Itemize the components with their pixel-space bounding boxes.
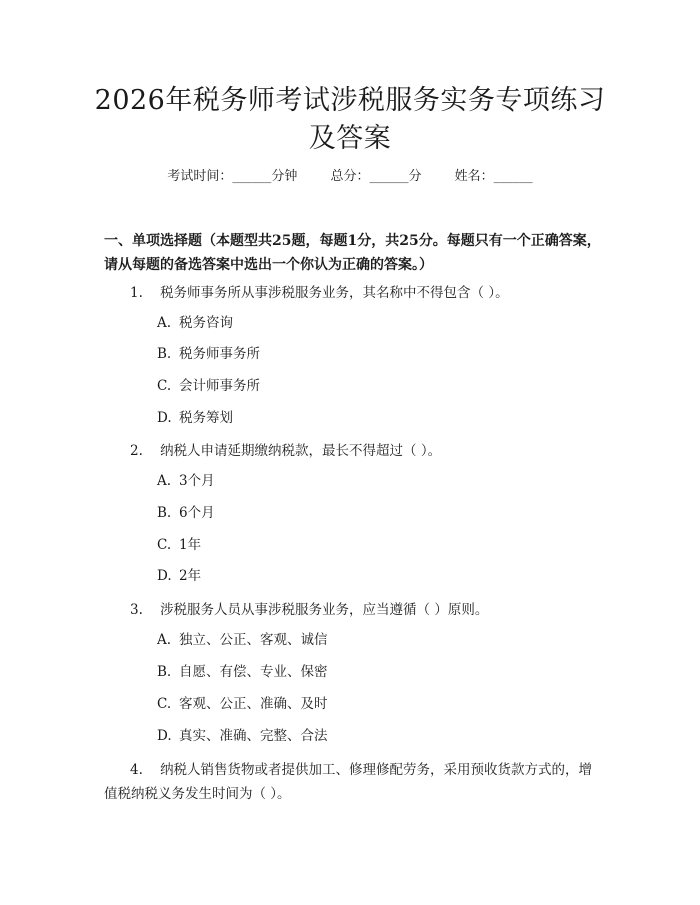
option-text: 税务咨询 [179,315,233,331]
question-text: 涉税服务人员从事涉税服务业务，应当遵循（ ）原则。 [160,602,489,618]
option-letter: B. [157,346,172,362]
option-2a [157,471,215,491]
question-1 [104,281,630,305]
option-1b [157,344,260,364]
exam-score-unit: 分 [408,169,422,184]
section-heading-single-choice: 一、单项选择题（本题型共25题，每题1分，共25分。每题只有一个正确答案，请从每题的备选答案中选出一个你认为正确的答案。） [104,233,601,273]
option-text: 税务筹划 [179,410,233,426]
exam-name-blank: ______ [493,169,533,184]
option-letter: B. [157,664,172,680]
option-letter: A. [157,473,172,489]
option-text: 2年 [179,568,202,584]
option-text: 真实、准确、完整、合法 [179,728,328,744]
option-letter: C. [157,378,172,394]
exam-name-label: 姓名： [454,169,494,184]
option-1c [157,376,260,396]
option-1a [157,313,233,333]
option-letter: D. [157,728,172,744]
question-3 [104,598,630,622]
option-3d [157,726,328,746]
question-number: 2. [130,443,143,459]
document-title: 2026年税务师考试涉税服务实务专项练习及答案 [94,85,606,154]
question-text: 税务师事务所从事涉税服务业务，其名称中不得包含（ ）。 [160,285,509,301]
question-number: 1. [130,285,143,301]
option-text: 客观、公正、准确、及时 [179,696,328,712]
option-2b [157,503,215,523]
option-letter: D. [157,410,172,426]
exam-info-line [0,168,700,186]
question-text: 纳税人申请延期缴纳税款，最长不得超过（ ）。 [160,443,442,459]
option-letter: C. [157,696,172,712]
option-letter: C. [157,537,172,553]
question-number: 3. [130,602,143,618]
option-2d [157,566,201,586]
option-letter: B. [157,505,172,521]
option-2c [157,535,201,555]
option-3c [157,694,328,714]
question-2 [104,439,630,463]
exam-score-blank: ______ [369,169,409,184]
option-3a [157,630,328,650]
exam-time-blank: ______ [232,169,272,184]
question-4 [104,758,604,806]
option-text: 1年 [179,537,202,553]
exam-score-label: 总分： [330,169,370,184]
option-text: 独立、公正、客观、诚信 [179,632,328,648]
question-number: 4. [130,762,143,778]
option-text: 自愿、有偿、专业、保密 [179,664,328,680]
option-3b [157,662,328,682]
option-text: 3个月 [179,473,215,489]
option-letter: D. [157,568,172,584]
option-letter: A. [157,315,172,331]
option-letter: A. [157,632,172,648]
option-1d [157,408,233,428]
exam-time-label: 考试时间： [167,169,233,184]
exam-time-unit: 分钟 [271,169,298,184]
option-text: 6个月 [179,505,215,521]
option-text: 税务师事务所 [179,346,260,362]
option-text: 会计师事务所 [179,378,260,394]
question-text: 纳税人销售货物或者提供加工、修理修配劳务，采用预收货款方式的，增值税纳税义务发生时间为（ ）。 [104,762,593,802]
